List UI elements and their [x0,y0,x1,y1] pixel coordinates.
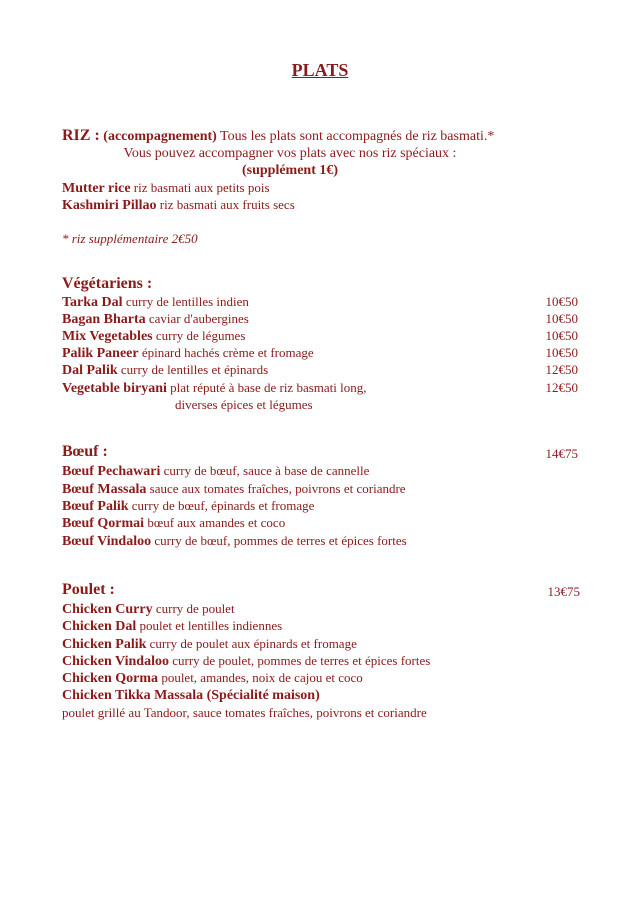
item-desc: sauce aux tomates fraîches, poivrons et coriandre [146,481,406,496]
item-desc: riz basmati aux petits pois [130,180,270,195]
item-desc: curry de poulet [152,601,235,616]
item-name: Chicken Vindaloo [62,654,169,669]
item-desc: plat réputé à base de riz basmati long, [166,380,367,395]
item-price: 12€50 [545,362,578,377]
item-name: Bœuf Massala [62,482,147,497]
item-name: Bœuf Qormai [62,516,145,531]
item-desc-continuation: poulet grillé au Tandoor, sauce tomates fraîches, poivrons et coriandre [62,705,427,720]
menu-item [62,310,249,328]
menu-item [62,686,320,704]
menu-item [62,480,406,498]
section-price-boeuf: 14€75 [545,446,578,461]
item-name: Vegetable biryani [62,381,167,396]
menu-item [62,462,369,480]
item-desc: curry de bœuf, pommes de terres et épices fortes [151,533,407,548]
item-name: Bœuf Vindaloo [62,534,152,549]
item-name: Chicken Curry [62,602,153,617]
riz-note: * riz supplémentaire 2€50 [62,231,198,246]
menu-item [62,600,235,618]
section-price-poulet: 13€75 [547,584,580,599]
riz-heading: RIZ : [62,127,100,144]
menu-item [62,344,314,362]
menu-item [62,293,249,311]
item-desc: curry de légumes [152,328,246,343]
item-desc: caviar d'aubergines [145,311,249,326]
item-desc: curry de poulet, pommes de terres et épices fortes [168,653,431,668]
item-name: Bœuf Pechawari [62,464,161,479]
item-name: Chicken Tikka Massala (Spécialité maison) [62,688,320,703]
item-name: Mix Vegetables [62,329,153,344]
item-desc: bœuf aux amandes et coco [144,515,286,530]
section-heading-poulet: Poulet : [62,581,115,598]
item-desc: poulet et lentilles indiennes [136,618,283,633]
riz-intro-line [62,127,494,145]
menu-item [62,497,314,515]
riz-supplement: (supplément 1€) [241,163,339,178]
item-desc: riz basmati aux fruits secs [156,197,295,212]
menu-item [62,379,367,397]
item-desc: curry de bœuf, sauce à base de cannelle [160,463,370,478]
item-price: 12€50 [545,380,578,395]
item-price: 10€50 [545,345,578,360]
item-desc: curry de lentilles et épinards [117,362,269,377]
menu-item [62,635,357,653]
item-desc: curry de poulet aux épinards et fromage [146,636,357,651]
section-heading-boeuf: Bœuf : [62,443,108,460]
item-price: 10€50 [545,294,578,309]
item-desc: curry de bœuf, épinards et fromage [128,498,315,513]
item-price: 10€50 [545,328,578,343]
item-name: Chicken Palik [62,637,147,652]
section-heading-vegetariens: Végétariens : [62,275,153,292]
item-price: 10€50 [545,311,578,326]
page-title: PLATS [291,60,349,80]
riz-special-line: Vous pouvez accompagner vos plats avec nos riz spéciaux : [123,146,457,161]
riz-intro-text: Tous les plats sont accompagnés de riz basmati.* [216,129,495,144]
menu-item [62,532,407,550]
menu-item [62,669,363,687]
item-name: Dal Palik [62,363,118,378]
item-name: Chicken Qorma [62,671,159,686]
menu-item [62,361,268,379]
riz-item [62,196,295,214]
item-name: Palik Paneer [62,346,139,361]
item-name: Chicken Dal [62,619,137,634]
item-name: Mutter rice [62,181,131,196]
menu-item [62,327,245,345]
item-name: Bagan Bharta [62,312,146,327]
menu-item [62,652,430,670]
item-desc: épinard hachés crème et fromage [138,345,314,360]
item-desc: poulet, amandes, noix de cajou et coco [158,670,363,685]
item-name: Kashmiri Pillao [62,198,157,213]
item-name: Tarka Dal [62,295,123,310]
item-desc: curry de lentilles indien [122,294,249,309]
item-name: Bœuf Palik [62,499,129,514]
menu-item [62,514,285,532]
menu-item [62,617,282,635]
riz-accomp-label: (accompagnement) [103,129,217,144]
riz-item [62,179,270,197]
item-desc-continuation: diverses épices et légumes [175,397,313,412]
